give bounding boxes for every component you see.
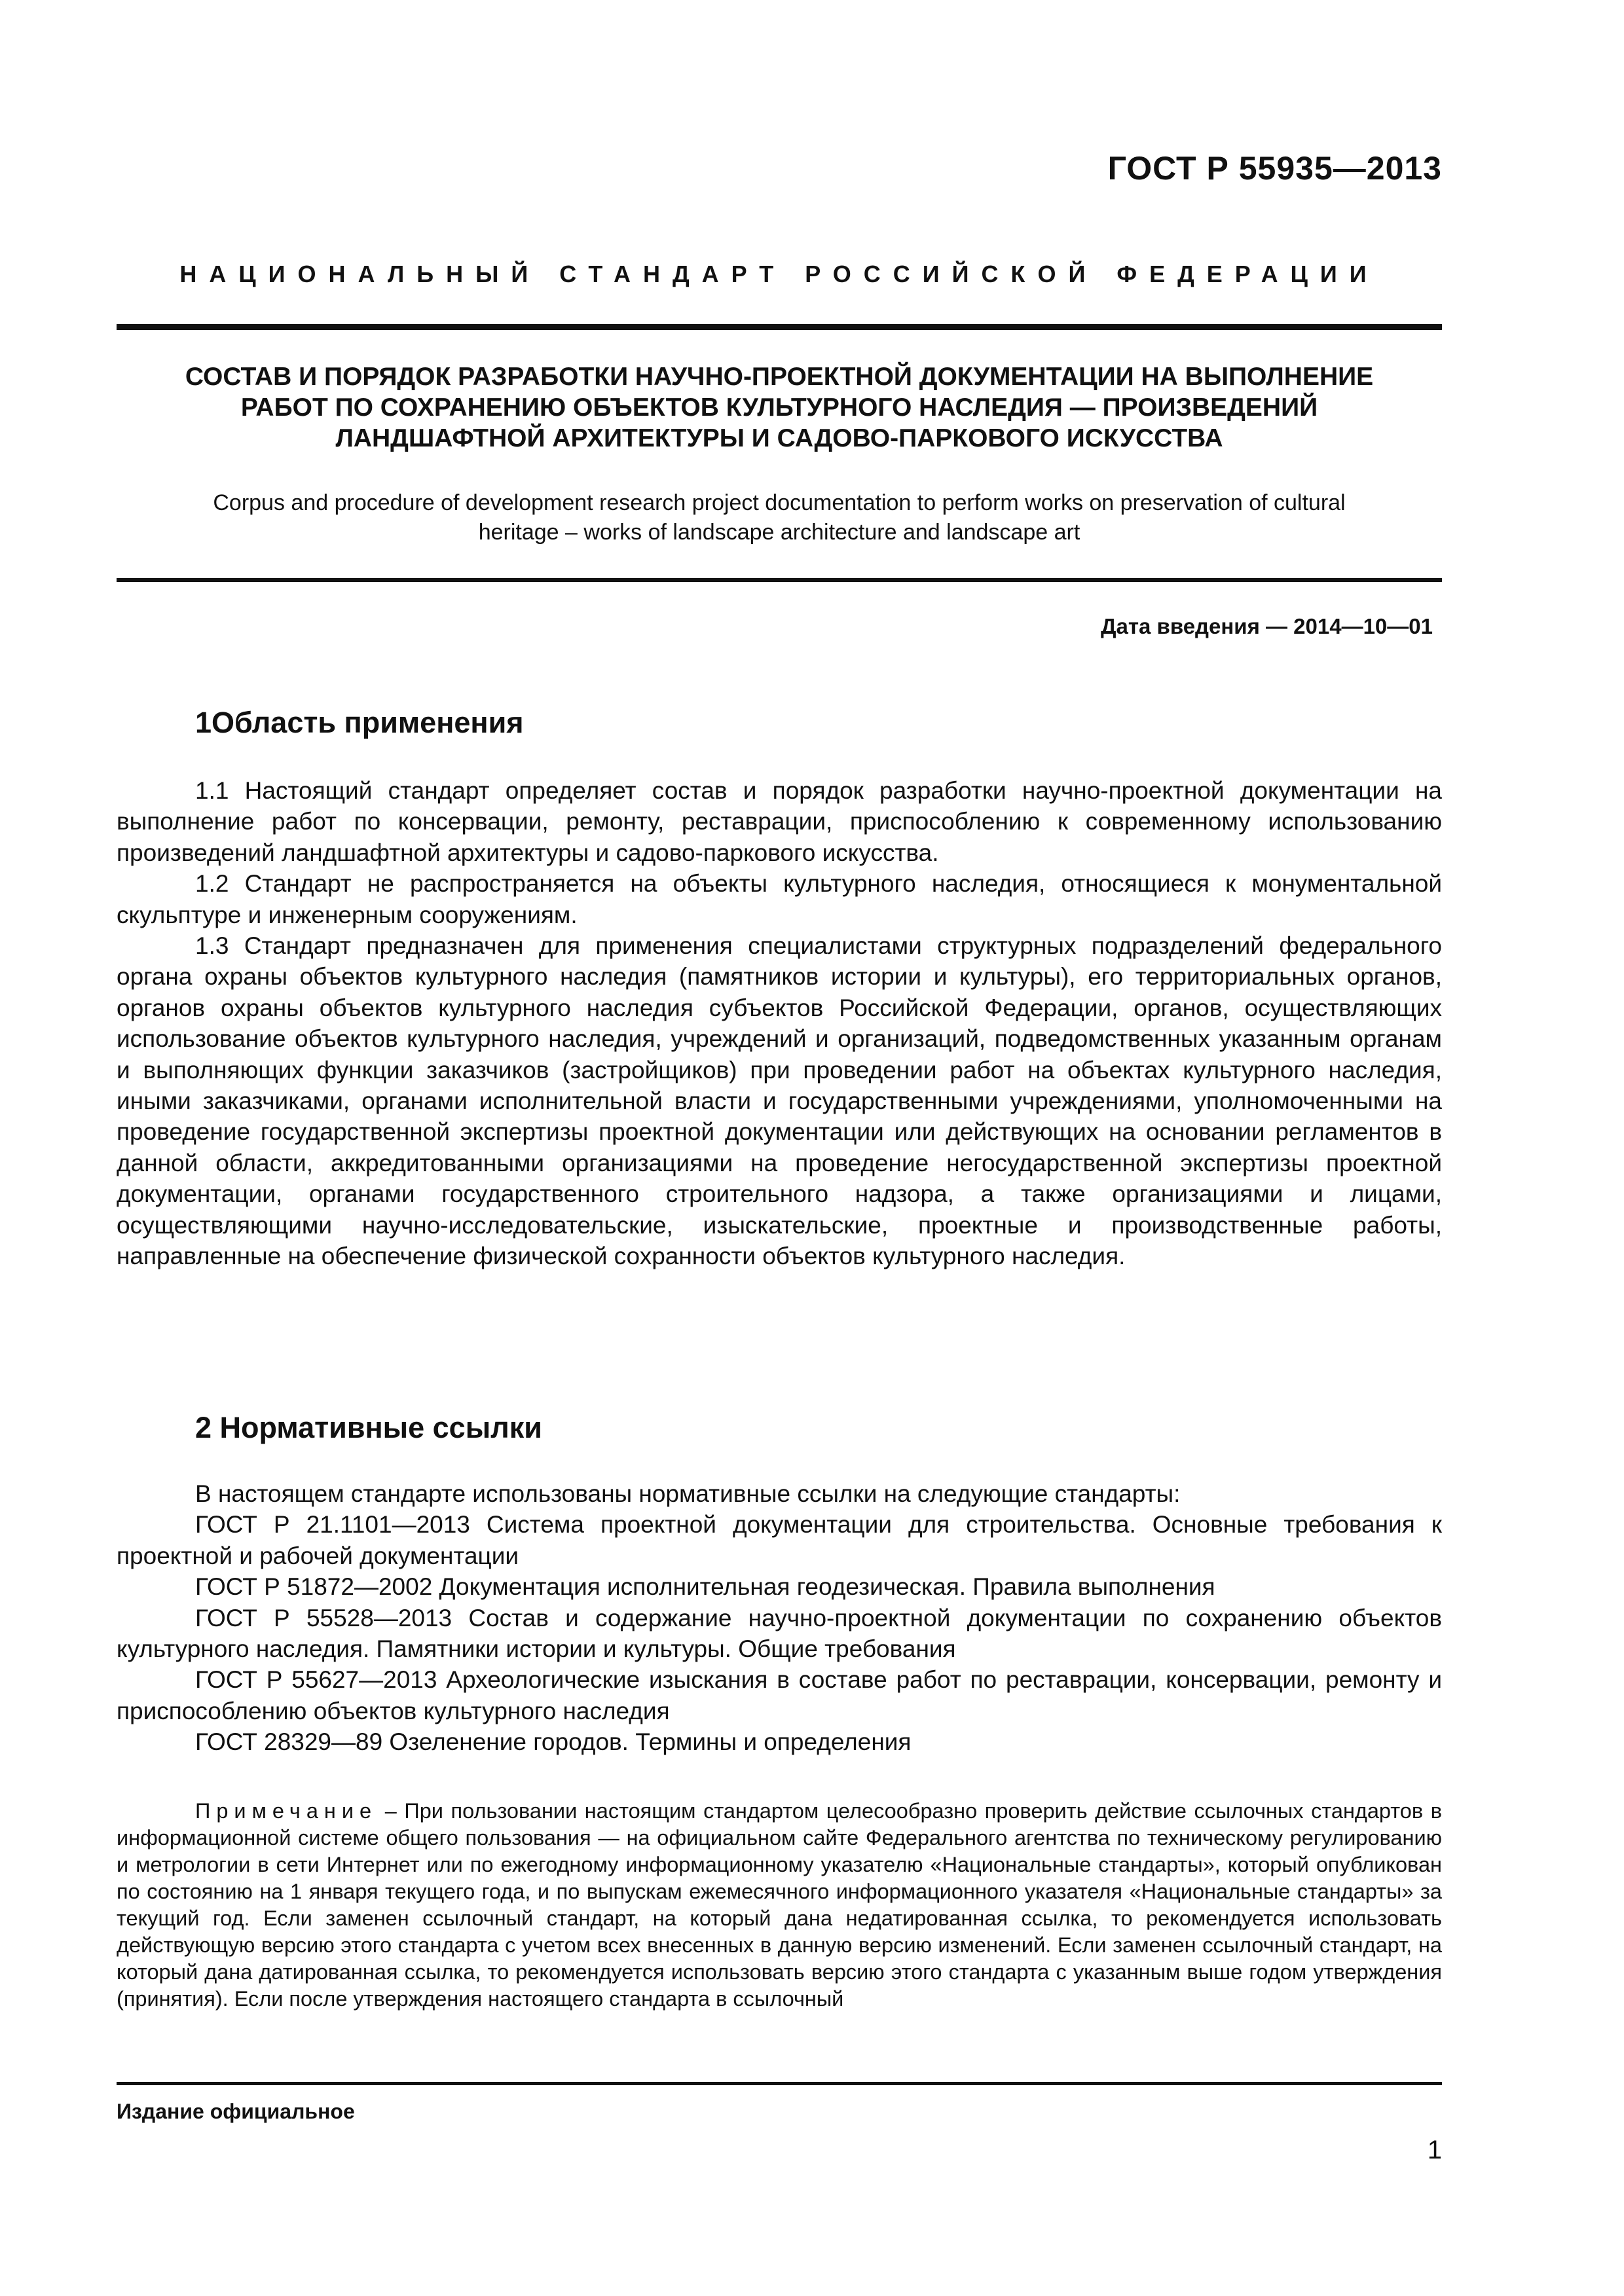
- reference-item: ГОСТ Р 51872—2002 Документация исполнительная геодезическая. Правила выполнения: [195, 1573, 1215, 1601]
- footer-divider: [117, 2082, 1442, 2085]
- reference-item: ГОСТ 28329—89 Озеленение городов. Термины и определения: [195, 1728, 912, 1756]
- section-1-body: [117, 775, 1442, 1272]
- standard-number: ГОСТ Р 55935—2013: [1107, 150, 1442, 187]
- title-ru-line: РАБОТ ПО СОХРАНЕНИЮ ОБЪЕКТОВ КУЛЬТУРНОГО НАСЛЕДИЯ — ПРОИЗВЕДЕНИЙ: [240, 393, 1318, 422]
- paragraph-1-2: 1.2 Стандарт не распространяется на объекты культурного наследия, относящиеся к монументальной скульптуре и инженерным сооружениям.: [117, 870, 1442, 928]
- paragraph-1-3: 1.3 Стандарт предназначен для применения специалистами структурных подразделений федерального органа охраны объектов культурного наследия (памятников истории и культуры), его территориальных органов, органов охраны объектов культурного наследия субъектов Российской Федерации, органов, осуществляющих использование объектов культурного наследия, учреждений и организаций, подведомственных указанным органам и выполняющих функции заказчиков (застройщиков) при проведении работ на объектах культурного наследия, иными заказчиками, органами исполнительной власти и государственными учреждениями, уполномоченными на проведение государственной экспертизы проектной документации или действующих на основании регламентов в данной области, аккредитованными организациями на проведение негосударственной экспертизы проектной документации, органами государственного строительного надзора, а также организациями и лицами, осуществляющими научно-исследовательские, изыскательские, проектные и производственные работы, направленные на обеспечение физической сохранности объектов культурного наследия.: [117, 932, 1442, 1270]
- document-title-ru: [117, 361, 1442, 454]
- paragraph-1-1: 1.1 Настоящий стандарт определяет состав и порядок разработки научно-проектной документации на выполнение работ по консервации, ремонту, реставрации, приспособлению к современному использованию произведений ландшафтной архитектуры и садово-паркового искусства.: [117, 777, 1442, 866]
- section-1-heading: 1Область применения: [195, 706, 524, 739]
- reference-item: ГОСТ Р 55627—2013 Археологические изыскания в составе работ по реставрации, консервации, ремонту и приспособлению объектов культурного наследия: [117, 1666, 1442, 1724]
- title-divider: [117, 578, 1442, 582]
- official-edition-label: Издание официальное: [117, 2100, 355, 2123]
- note-text: – При пользовании настоящим стандартом целесообразно проверить действие ссылочных стандартов в информационной системе общего пользования — на официальном сайте Федерального агентства по техническому регулированию и метрологии в сети Интернет или по ежегодному информационному указателю «Национальные стандарты», который опубликован по состоянию на 1 января текущего года, и по выпускам ежемесячного информационного указателя «Национальные стандарты» за текущий год. Если заменен ссылочный стандарт, на который дана недатированная ссылка, то рекомендуется использовать действующую версию этого стандарта с учетом всех внесенных в данную версию изменений. Если заменен ссылочный стандарт, на который дана датированная ссылка, то рекомендуется использовать версию этого стандарта с указанным выше годом утверждения (принятия). Если после утверждения настоящего стандарта в ссылочный: [117, 1799, 1442, 2011]
- reference-item: ГОСТ Р 21.1101—2013 Система проектной документации для строительства. Основные требования к проектной и рабочей документации: [117, 1511, 1442, 1569]
- references-intro: В настоящем стандарте использованы нормативные ссылки на следующие стандарты:: [195, 1480, 1181, 1507]
- title-ru-line: СОСТАВ И ПОРЯДОК РАЗРАБОТКИ НАУЧНО-ПРОЕКТНОЙ ДОКУМЕНТАЦИИ НА ВЫПОЛНЕНИЕ: [185, 363, 1374, 391]
- title-en-line: Corpus and procedure of development research project documentation to perform works on preservation of cultural: [213, 490, 1346, 515]
- page-number: 1: [1427, 2136, 1442, 2164]
- introduction-date: Дата введения — 2014—10—01: [1101, 614, 1433, 638]
- national-standard-caption: НАЦИОНАЛЬНЫЙ СТАНДАРТ РОССИЙСКОЙ ФЕДЕРАЦИИ: [179, 261, 1379, 287]
- document-title-en: [117, 488, 1442, 547]
- title-en-line: heritage – works of landscape architecture and landscape art: [478, 520, 1080, 545]
- section-2-heading: 2 Нормативные ссылки: [195, 1411, 542, 1444]
- note-label: Примечание: [195, 1799, 378, 1823]
- title-ru-line: ЛАНДШАФТНОЙ АРХИТЕКТУРЫ И САДОВО-ПАРКОВОГО ИСКУССТВА: [335, 424, 1223, 452]
- reference-item: ГОСТ Р 55528—2013 Состав и содержание научно-проектной документации по сохранению объектов культурного наследия. Памятники истории и культуры. Общие требования: [117, 1604, 1442, 1663]
- section-2-body: [117, 1478, 1442, 1758]
- note-block: [117, 1798, 1442, 2013]
- header-divider: [117, 324, 1442, 330]
